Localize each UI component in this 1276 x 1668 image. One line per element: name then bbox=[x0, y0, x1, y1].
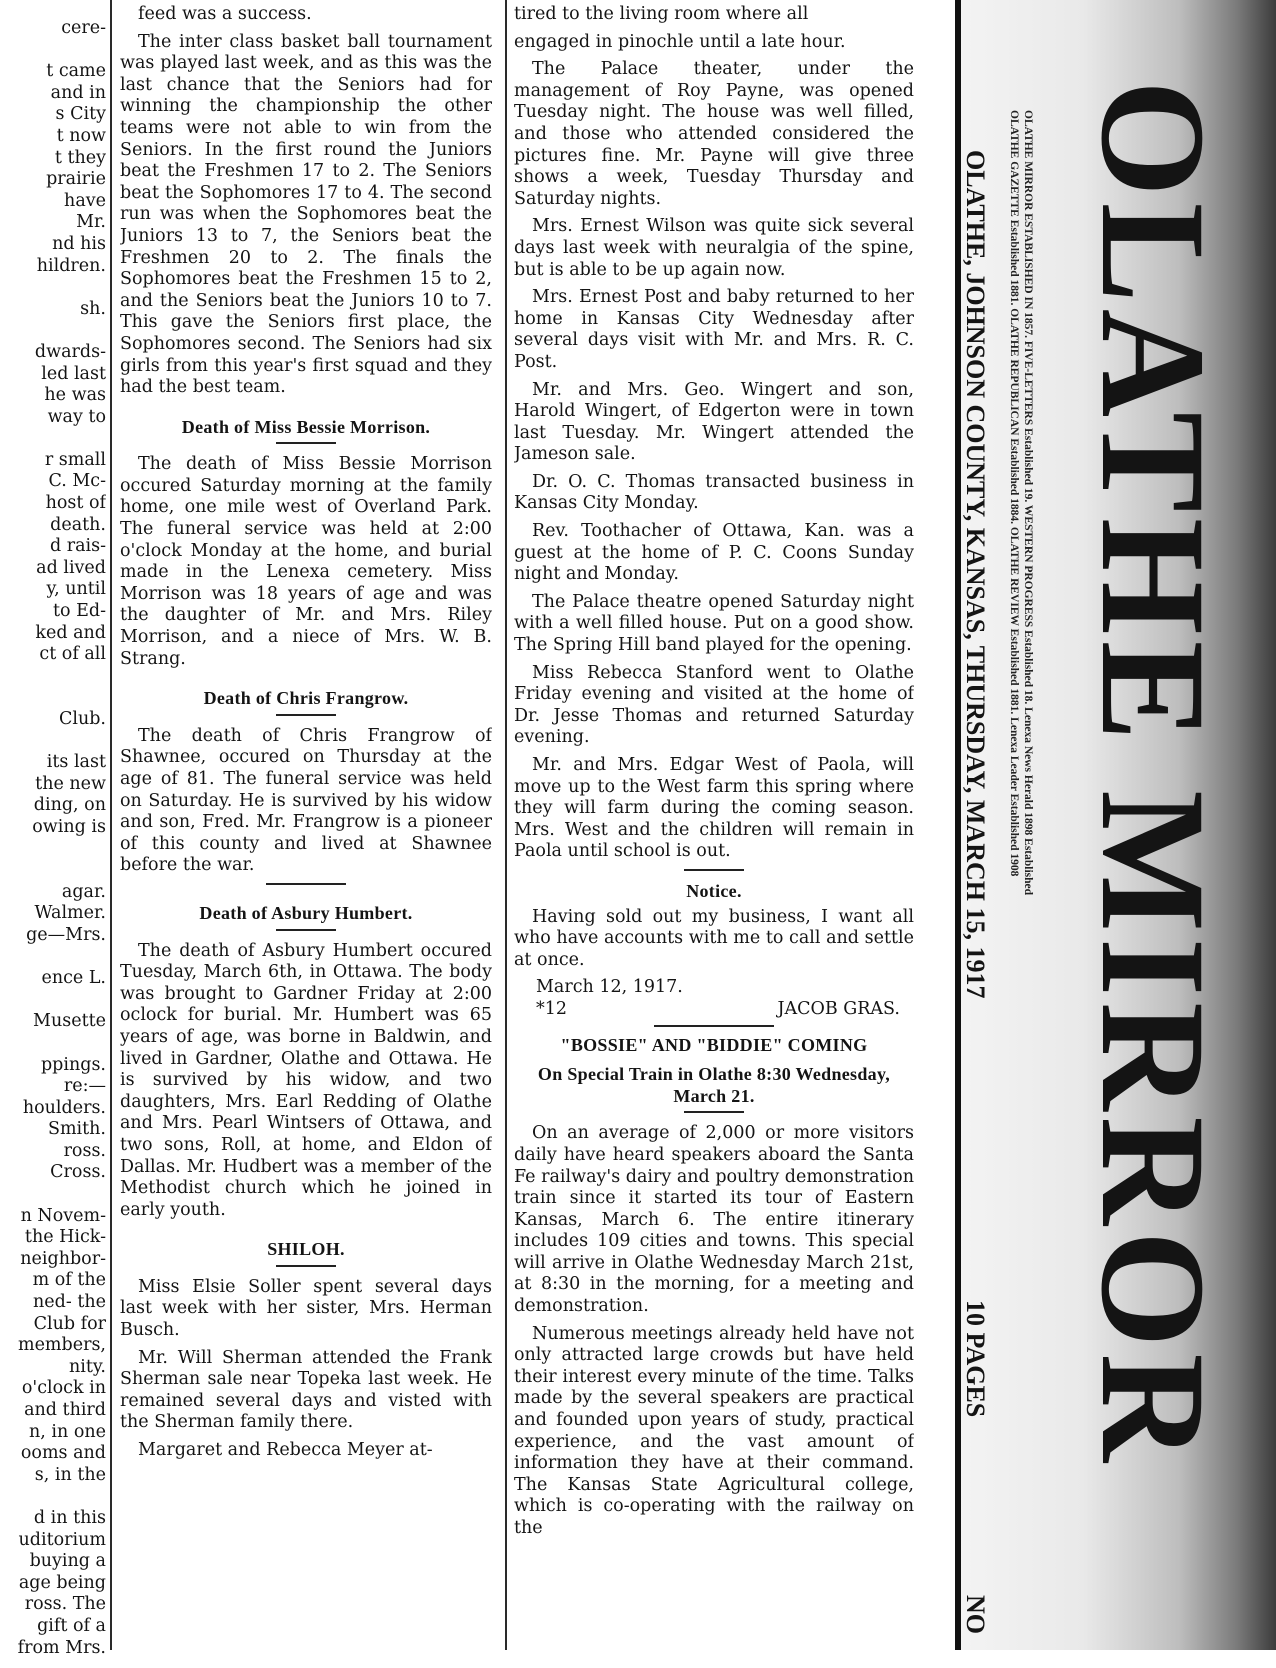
column-middle bbox=[120, 4, 492, 1654]
fragment-line: t came bbox=[46, 61, 106, 82]
fragment-line: from Mrs. bbox=[17, 1637, 106, 1658]
notice-mark: *12 bbox=[536, 998, 568, 1019]
headline-frangrow: Death of Chris Frangrow. bbox=[203, 688, 409, 709]
divider bbox=[276, 442, 336, 444]
fragment-line: houlders. bbox=[22, 1097, 106, 1118]
article-frangrow: The death of Chris Frangrow of Shawnee, occured on Thursday at the age of 81. The funeral service was held on Saturday. He is survived by his widow and son, Fred. Mr. Frangrow is a pioneer of this county and lived at Shawnee before the war. bbox=[120, 725, 492, 876]
article-humbert: The death of Asbury Humbert occured Tuesday, March 6th, in Ottawa. The body was brought to Gardner Friday at 2:00 oclock for burial. Mr. Humbert was 65 years of age, was borne in Baldwin, and lived in Gardner, Olathe and Ottawa. He is survived by his widow, and two daughters, Mrs. Earl Redding of Olathe and Mrs. Pearl Wintsers of Ottawa, and two sons, Roll, at home, and Eldon of Dallas. Mr. Hudbert was a member of the Methodist church which he joined in early youth. bbox=[120, 940, 492, 1220]
fragment-line: Musette bbox=[33, 1011, 106, 1032]
fragment-line bbox=[4, 839, 106, 861]
headline-humbert: Death of Asbury Humbert. bbox=[199, 902, 413, 923]
fragment-line: age being bbox=[18, 1572, 106, 1593]
divider bbox=[684, 869, 744, 871]
fragment-line: re:— bbox=[63, 1076, 106, 1097]
fragment-line: Cross. bbox=[50, 1162, 106, 1183]
fragment-line: ked and bbox=[35, 622, 106, 643]
column-left-fragment bbox=[4, 18, 106, 1668]
fragment-line: ppings. bbox=[40, 1054, 106, 1075]
fragment-line: r small bbox=[44, 449, 106, 470]
divider bbox=[276, 1265, 336, 1267]
fragment-line bbox=[4, 40, 106, 62]
article-morrison: The death of Miss Bessie Morrison occured Saturday morning at the family home, one mile west of Overland Park. The funeral service was held at 2:00 o'clock Monday at the home, and burial made in the Lenexa cemetery. Miss Morrison was 18 years of age and was the daughter of Mr. and Mrs. Riley Morrison, and a niece of Mrs. W. B. Strang. bbox=[120, 454, 492, 669]
notice-text: Having sold out my business, I want all who have accounts with me to call and settle at once. bbox=[514, 906, 914, 970]
masthead-pages: 10 PAGES bbox=[961, 1300, 990, 1418]
fragment-line: nd his bbox=[52, 233, 106, 254]
fragment-line bbox=[4, 1486, 106, 1508]
fragment-line: o'clock in bbox=[21, 1378, 106, 1399]
fragment-line bbox=[4, 428, 106, 450]
fragment-line: Club. bbox=[58, 709, 106, 729]
fragment-line: ct of all bbox=[39, 644, 106, 665]
divider bbox=[684, 1111, 744, 1113]
fragment-line: ad lived bbox=[36, 557, 106, 578]
fragment-line: ross. The bbox=[24, 1594, 106, 1615]
fragment-line bbox=[4, 1184, 106, 1206]
column-rule-2 bbox=[505, 0, 507, 1650]
fragment-line: ooms and bbox=[20, 1443, 106, 1464]
fragment-line: prairie bbox=[46, 169, 106, 190]
divider bbox=[276, 714, 336, 716]
article-wilson: Mrs. Ernest Wilson was quite sick several days last week with neuralgia of the spine, but is able to be up again now. bbox=[514, 216, 914, 280]
fragment-line: gift of a bbox=[37, 1615, 106, 1636]
fragment-line bbox=[4, 1033, 106, 1055]
column-right bbox=[514, 4, 914, 1654]
fragment-line: members, bbox=[17, 1335, 106, 1356]
fragment-line: ding, on bbox=[33, 795, 106, 816]
fragment-line: s City bbox=[55, 104, 106, 125]
article-palace-2: The Palace theatre opened Saturday night with a well filled house. Put on a good show. The Spring Hill band played for the opening. bbox=[514, 591, 914, 656]
fragment-line: buying a bbox=[29, 1551, 106, 1572]
article-shiloh-2: Mr. Will Sherman attended the Frank Sherman sale near Topeka last week. He remained several days and visted with the Sherman family there. bbox=[120, 1347, 492, 1433]
headline-morrison: Death of Miss Bessie Morrison. bbox=[181, 416, 431, 437]
fragment-line: the new bbox=[35, 773, 106, 794]
fragment-line: and third bbox=[24, 1400, 106, 1420]
article-shiloh-3: Margaret and Rebecca Meyer at- bbox=[138, 1440, 433, 1461]
fragment-line: s, in the bbox=[34, 1464, 106, 1485]
fragment-line bbox=[4, 320, 106, 342]
fragment-line: ence L. bbox=[41, 968, 106, 989]
fragment-line: t now bbox=[56, 125, 106, 146]
fragment-line: Club for bbox=[33, 1313, 106, 1334]
headline-shiloh: SHILOH. bbox=[267, 1239, 345, 1260]
fragment-line: C. Mc- bbox=[48, 471, 106, 492]
fragment-line: he was bbox=[44, 385, 106, 406]
fragment-line bbox=[4, 666, 106, 688]
article-train-2: Numerous meetings already held have not only attracted large crowds but have held their interest every minute of the time. Talks made by the several speakers are practical and founded upon years of study, practical experience, and the vast amount of information they have at their command. The Kansas State Agricultural college, which is co-operating with the railway on the bbox=[514, 1323, 914, 1538]
fragment-line: to Ed- bbox=[52, 601, 106, 622]
fragment-line: Walmer. bbox=[34, 903, 106, 924]
fragment-line: hildren. bbox=[36, 255, 106, 276]
fragment-line: have bbox=[64, 190, 106, 211]
article-post: Mrs. Ernest Post and baby returned to her home in Kansas City Wednesday after several days visit with Mr. and Mrs. R. C. Post. bbox=[514, 287, 914, 372]
fragment-line: m of the bbox=[32, 1270, 106, 1291]
article-stanford: Miss Rebecca Stanford went to Olathe Friday evening and visited at the home of Dr. Jesse Thomas and returned Saturday evening. bbox=[514, 662, 914, 748]
fragment-line: n Novem- bbox=[20, 1205, 106, 1226]
fragment-line bbox=[4, 687, 106, 709]
article-train-1: On an average of 2,000 or more visitors daily have heard speakers aboard the Santa Fe railway's dairy and poultry demonstration train since it started its tour of Eastern Kansas, March 6. The entire itinerary includes 109 cities and towns. This special will arrive in Olathe Wednesday March 21st, at 8:30 in the morning, for a meeting and demonstration. bbox=[514, 1123, 914, 1317]
fragment-line: d rais- bbox=[49, 536, 106, 557]
fragment-line: death. bbox=[50, 514, 106, 535]
article-thomas: Dr. O. C. Thomas transacted business in Kansas City Monday. bbox=[514, 471, 914, 514]
top-fragment: tired to the living room where all bbox=[514, 4, 809, 24]
fragment-line: way to bbox=[47, 406, 106, 427]
fragment-line bbox=[4, 731, 106, 753]
masthead-dateline: OLATHE, JOHNSON COUNTY, KANSAS, THURSDAY, MARCH 15, 1917 bbox=[961, 150, 990, 999]
divider bbox=[654, 1025, 774, 1027]
article-basketball: The inter class basket ball tournament was played last week, and as this was the last chance that the Seniors had for winning the championship the other teams were not able to win from the Seniors. In the first round the Juniors beat the Freshmen 17 to 2. The Seniors beat the Sophomores 17 to 4. The second run was when the Sophomores beat the Juniors 13 to 7, the Seniors beat the Freshmen 20 to 2. The finals the Sophomores beat the Freshmen 15 to 2, and the Seniors beat the Juniors 10 to 7. This gave the Seniors first place, the Sophomores second. The Seniors had six girls from this year's first squad and they had the best team. bbox=[120, 31, 492, 398]
headline-notice: Notice. bbox=[686, 880, 742, 901]
fragment-line: ross. bbox=[63, 1140, 106, 1161]
divider bbox=[266, 883, 346, 885]
fragment-line: n, in one bbox=[29, 1421, 106, 1442]
article-palace-1: The Palace theater, under the management of Roy Payne, was opened Tuesday night. The house was well filled, and those who attended considered the pictures fine. Mr. Payne will give three shows a week, Tuesday Thursday and Saturday nights. bbox=[514, 59, 914, 209]
fragment-line: led last bbox=[41, 363, 106, 384]
masthead-title: OLATHE MIRROR bbox=[1070, 80, 1236, 1468]
notice-signature-line bbox=[514, 999, 914, 1021]
headline-bossie: "BOSSIE" AND "BIDDIE" COMING bbox=[560, 1034, 868, 1055]
fragment-line: y, until bbox=[46, 579, 106, 600]
masthead-established-line-1: OLATHE MIRROR ESTABLISHED IN 1857. FIVE-LETTERS Established 19. WESTERN PROGRESS Established 18. Lenexa News Herald 1898 Established bbox=[1022, 110, 1034, 896]
masthead-established-line-2: OLATHE GAZETTE Established 1881. OLATHE REPUBLICAN Established 1884. OLATHE REVIEW Established 1881. Lenexa Leader Established 1908 bbox=[1008, 110, 1020, 877]
fragment-line: nity. bbox=[68, 1356, 106, 1377]
headline-train: On Special Train in Olathe 8:30 Wednesday, March 21. bbox=[537, 1064, 891, 1106]
fragment-line bbox=[4, 947, 106, 969]
fragment-line: and in bbox=[50, 82, 106, 103]
fragment-line: d in this bbox=[33, 1507, 106, 1528]
fragment-line: dwards- bbox=[34, 341, 106, 362]
fragment-line: its last bbox=[46, 752, 106, 773]
article-pinochle: engaged in pinochle until a late hour. bbox=[514, 31, 846, 52]
fragment-line: ge—Mrs. bbox=[26, 924, 106, 945]
column-rule-1 bbox=[110, 0, 112, 1650]
fragment-line: t they bbox=[54, 147, 106, 168]
fragment-line: owing is bbox=[32, 816, 106, 837]
article-wingert: Mr. and Mrs. Geo. Wingert and son, Harold Wingert, of Edgerton were in town last Tuesday. Mr. Wingert attended the Jameson sale. bbox=[514, 379, 914, 465]
divider bbox=[276, 929, 336, 931]
article-west: Mr. and Mrs. Edgar West of Paola, will move up to the West farm this spring where they will farm during the coming season. Mrs. West and the children will remain in Paola until school is out. bbox=[514, 755, 914, 862]
fragment-line: uditorium bbox=[18, 1529, 106, 1550]
fragment-line bbox=[4, 990, 106, 1012]
article-toothacher: Rev. Toothacher of Ottawa, Kan. was a guest at the home of P. C. Coons Sunday night and Monday. bbox=[514, 521, 914, 585]
fragment-line: Mr. bbox=[76, 212, 106, 233]
fragment-line bbox=[4, 860, 106, 882]
fragment-line: neighbor- bbox=[20, 1248, 106, 1269]
fragment-line bbox=[4, 277, 106, 299]
fragment-line: cere- bbox=[61, 18, 106, 38]
fragment-line: agar. bbox=[61, 881, 106, 902]
top-fragment: feed was a success. bbox=[138, 4, 312, 24]
notice-date: March 12, 1917. bbox=[536, 977, 683, 998]
notice-signature: JACOB GRAS. bbox=[777, 998, 900, 1019]
fragment-line: host of bbox=[45, 493, 106, 514]
fragment-line: Smith. bbox=[47, 1119, 106, 1140]
fragment-line: the Hick- bbox=[24, 1227, 106, 1248]
masthead-number: NO bbox=[961, 1595, 990, 1634]
article-shiloh-1: Miss Elsie Soller spent several days last week with her sister, Mrs. Herman Busch. bbox=[120, 1276, 492, 1341]
fragment-line: sh. bbox=[80, 298, 106, 319]
fragment-line: ned- the bbox=[33, 1292, 106, 1313]
